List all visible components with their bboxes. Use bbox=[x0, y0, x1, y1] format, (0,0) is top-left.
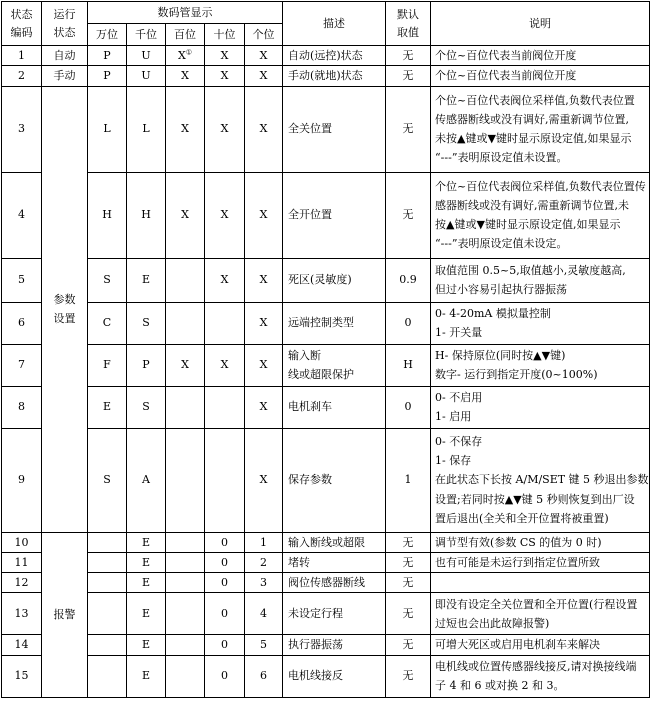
note-line: 即没有设定全关位置和全开位置(行程设置 bbox=[435, 597, 638, 611]
digit-bai-cell: X bbox=[166, 172, 205, 258]
default-value-cell: 0.9 bbox=[386, 258, 431, 302]
default-value-cell: 1 bbox=[386, 428, 431, 532]
digit-qian-cell: L bbox=[127, 86, 166, 172]
state-code-cell: 1 bbox=[2, 46, 42, 66]
description-cell bbox=[283, 593, 386, 635]
table-row bbox=[2, 46, 650, 66]
table-row bbox=[2, 428, 650, 532]
state-code-cell: 14 bbox=[2, 635, 42, 655]
footnote-mark: ① bbox=[185, 48, 193, 57]
state-code-cell: 5 bbox=[2, 258, 42, 302]
default-value-cell: 无 bbox=[386, 655, 431, 697]
description-line: 自动(远控)状态 bbox=[288, 49, 363, 62]
default-value-cell: 无 bbox=[386, 532, 431, 552]
header-state-code: 状态 编码 bbox=[2, 2, 42, 46]
digit-qian-cell: S bbox=[127, 386, 166, 428]
state-code-cell: 15 bbox=[2, 655, 42, 697]
digit-ge-cell: 3 bbox=[245, 573, 283, 593]
note-line: H- 保持原位(同时按▲▼键) bbox=[435, 348, 566, 362]
digit-qian-cell: U bbox=[127, 66, 166, 86]
table-row bbox=[2, 655, 650, 697]
state-code-cell: 6 bbox=[2, 302, 42, 344]
table-row bbox=[2, 66, 650, 86]
table-row bbox=[2, 552, 650, 572]
note-cell bbox=[431, 573, 650, 593]
digit-shi-cell: 0 bbox=[205, 573, 245, 593]
note-line: 个位~百位代表阀位采样值,负数代表位置 bbox=[435, 93, 635, 107]
digit-ge-cell: 6 bbox=[245, 655, 283, 697]
digit-bai-cell bbox=[166, 573, 205, 593]
digit-qian-cell: A bbox=[127, 428, 166, 532]
header-note: 说明 bbox=[431, 2, 650, 46]
description-line: 电机刹车 bbox=[288, 400, 333, 414]
digit-ge-cell: X bbox=[245, 46, 283, 66]
digit-bai-cell bbox=[166, 386, 205, 428]
digit-qian-cell: H bbox=[127, 172, 166, 258]
digit-bai-cell bbox=[166, 302, 205, 344]
digit-wan-cell: L bbox=[88, 86, 127, 172]
digit-shi-cell: 0 bbox=[205, 532, 245, 552]
digit-shi-cell: 0 bbox=[205, 655, 245, 697]
note-line: 过短也会出此故障报警) bbox=[435, 616, 550, 630]
table-row bbox=[2, 635, 650, 655]
table-row bbox=[2, 86, 650, 172]
digit-wan-cell: P bbox=[88, 66, 127, 86]
digit-wan-cell: F bbox=[88, 344, 127, 386]
digit-bai-cell bbox=[166, 428, 205, 532]
table-row bbox=[2, 258, 650, 302]
default-value-cell: 无 bbox=[386, 593, 431, 635]
digit-bai-cell bbox=[166, 258, 205, 302]
description-cell bbox=[283, 428, 386, 532]
header-default: 默认 取值 bbox=[386, 2, 431, 46]
digit-qian-cell: E bbox=[127, 552, 166, 572]
digit-ge-cell: X bbox=[245, 344, 283, 386]
note-line: 1- 启用 bbox=[435, 410, 472, 423]
digit-bai-cell bbox=[166, 532, 205, 552]
header-digit-shi: 十位 bbox=[205, 24, 245, 46]
state-code-cell: 3 bbox=[2, 86, 42, 172]
description-line: 执行器振荡 bbox=[288, 638, 344, 652]
note-cell bbox=[431, 46, 650, 66]
digit-shi-cell: 0 bbox=[205, 593, 245, 635]
digit-shi-cell: X bbox=[205, 86, 245, 172]
digit-qian-cell: P bbox=[127, 344, 166, 386]
note-cell bbox=[431, 635, 650, 655]
digit-shi-cell: 0 bbox=[205, 552, 245, 572]
note-line: 设置;若同时按▲▼键 5 秒则恢复到出厂设 bbox=[435, 492, 635, 506]
digit-wan-cell bbox=[88, 593, 127, 635]
note-cell bbox=[431, 172, 650, 258]
digit-shi-cell: X bbox=[205, 46, 245, 66]
note-cell bbox=[431, 302, 650, 344]
digit-qian-cell: S bbox=[127, 302, 166, 344]
digit-shi-cell: X bbox=[205, 344, 245, 386]
note-line: 子 4 和 6 或对换 2 和 3。 bbox=[435, 679, 565, 692]
note-line: 感器断线或没有调好,需重新调节位置,未 bbox=[435, 198, 630, 212]
digit-bai-cell bbox=[166, 655, 205, 697]
digit-qian-cell: E bbox=[127, 635, 166, 655]
description-cell bbox=[283, 655, 386, 697]
digit-ge-cell: 5 bbox=[245, 635, 283, 655]
note-cell bbox=[431, 552, 650, 572]
digit-bai-cell bbox=[166, 46, 205, 66]
description-cell bbox=[283, 386, 386, 428]
table-body bbox=[2, 46, 650, 698]
note-line: 按▲键或▼键时显示原设定值,如果显示 bbox=[435, 218, 621, 231]
state-code-cell: 9 bbox=[2, 428, 42, 532]
default-value-cell: 无 bbox=[386, 552, 431, 572]
digit-bai-cell bbox=[166, 593, 205, 635]
digit-ge-cell: 1 bbox=[245, 532, 283, 552]
description-cell bbox=[283, 46, 386, 66]
digit-ge-cell: X bbox=[245, 428, 283, 532]
note-cell bbox=[431, 258, 650, 302]
description-line: 输入断线或超限 bbox=[288, 535, 366, 549]
digit-ge-cell: X bbox=[245, 386, 283, 428]
description-cell bbox=[283, 344, 386, 386]
header-digit-ge: 个位 bbox=[245, 24, 283, 46]
state-code-cell: 7 bbox=[2, 344, 42, 386]
description-line: 手动(就地)状态 bbox=[288, 69, 363, 83]
description-line: 堵转 bbox=[288, 555, 311, 569]
digit-shi-cell: 0 bbox=[205, 635, 245, 655]
note-cell bbox=[431, 532, 650, 552]
digit-qian-cell: E bbox=[127, 532, 166, 552]
digit-bai-cell: X bbox=[166, 344, 205, 386]
description-line: 全开位置 bbox=[288, 208, 333, 222]
digit-bai-cell bbox=[166, 552, 205, 572]
description-cell bbox=[283, 573, 386, 593]
note-line: 未按▲键或▼键时显示原设定值,如果显示 bbox=[435, 132, 632, 145]
description-cell bbox=[283, 172, 386, 258]
note-line: 0- 4-20mA 模拟量控制 bbox=[435, 306, 551, 320]
digit-bai-cell bbox=[166, 635, 205, 655]
table-row bbox=[2, 386, 650, 428]
digit-qian-cell: E bbox=[127, 258, 166, 302]
note-line: 电机线或位置传感器线接反,请对换接线端 bbox=[435, 659, 637, 673]
digit-ge-cell: X bbox=[245, 86, 283, 172]
table-row bbox=[2, 593, 650, 635]
table-row bbox=[2, 172, 650, 258]
note-line: 置后退出(全关和全开位置将被重置) bbox=[435, 511, 609, 525]
default-value-cell: 无 bbox=[386, 46, 431, 66]
digit-shi-cell bbox=[205, 386, 245, 428]
default-value-cell: 无 bbox=[386, 66, 431, 86]
group-param-cell: 参数设置 bbox=[42, 86, 88, 532]
table-row bbox=[2, 302, 650, 344]
digit-ge-cell: X bbox=[245, 172, 283, 258]
digit-wan-cell: S bbox=[88, 258, 127, 302]
description-line: 未设定行程 bbox=[288, 607, 344, 621]
note-line: 调节型有效(参数 CS 的值为 0 时) bbox=[435, 535, 602, 549]
digit-bai-cell: X bbox=[166, 66, 205, 86]
note-line: 但过小容易引起执行器振荡 bbox=[435, 283, 568, 296]
parameter-table bbox=[1, 1, 650, 698]
digit-wan-cell: E bbox=[88, 386, 127, 428]
state-code-cell: 13 bbox=[2, 593, 42, 635]
digit-bai-cell: X bbox=[166, 86, 205, 172]
description-line: 线或超限保护 bbox=[288, 368, 355, 381]
note-line: 0- 不保存 bbox=[435, 434, 483, 448]
digit-qian-cell: E bbox=[127, 573, 166, 593]
default-value-cell: 无 bbox=[386, 172, 431, 258]
description-line: 死区(灵敏度) bbox=[288, 273, 352, 287]
description-cell bbox=[283, 552, 386, 572]
description-cell bbox=[283, 302, 386, 344]
table-row bbox=[2, 573, 650, 593]
digit-wan-cell: S bbox=[88, 428, 127, 532]
note-line: 数字- 运行到指定开度(0~100%) bbox=[435, 368, 598, 381]
note-line: 1- 开关量 bbox=[435, 326, 483, 339]
description-line: 全关位置 bbox=[288, 122, 333, 136]
digit-shi-cell bbox=[205, 428, 245, 532]
header-display-group: 数码管显示 bbox=[88, 2, 283, 24]
group-alarm-cell: 报警 bbox=[42, 532, 88, 697]
description-cell bbox=[283, 635, 386, 655]
description-cell bbox=[283, 532, 386, 552]
header-digit-bai: 百位 bbox=[166, 24, 205, 46]
note-line: 在此状态下长按 A/M/SET 键 5 秒退出参数 bbox=[435, 473, 649, 487]
digit-ge-cell: X bbox=[245, 302, 283, 344]
digit-wan-cell: H bbox=[88, 172, 127, 258]
table-row bbox=[2, 532, 650, 552]
digit-wan-cell bbox=[88, 573, 127, 593]
digit-wan-cell: P bbox=[88, 46, 127, 66]
header-digit-qian: 千位 bbox=[127, 24, 166, 46]
default-value-cell: 无 bbox=[386, 573, 431, 593]
note-line: 1- 保存 bbox=[435, 454, 472, 468]
run-state-cell: 自动 bbox=[42, 46, 88, 66]
digit-qian-cell: U bbox=[127, 46, 166, 66]
state-code-cell: 11 bbox=[2, 552, 42, 572]
note-cell bbox=[431, 344, 650, 386]
default-value-cell: 无 bbox=[386, 86, 431, 172]
note-line: 可增大死区或启用电机刹车来解决 bbox=[435, 638, 601, 652]
digit-wan-cell: C bbox=[88, 302, 127, 344]
description-line: 输入断 bbox=[288, 348, 322, 362]
state-code-cell: 12 bbox=[2, 573, 42, 593]
default-value-cell: 0 bbox=[386, 386, 431, 428]
digit-wan-cell bbox=[88, 655, 127, 697]
header-description: 描述 bbox=[283, 2, 386, 46]
description-cell bbox=[283, 86, 386, 172]
digit-wan-cell bbox=[88, 552, 127, 572]
state-code-cell: 2 bbox=[2, 66, 42, 86]
description-cell bbox=[283, 66, 386, 86]
default-value-cell: H bbox=[386, 344, 431, 386]
digit-shi-cell: X bbox=[205, 172, 245, 258]
note-line: “---”表明原设定值未设置。 bbox=[435, 151, 568, 165]
digit-shi-cell: X bbox=[205, 66, 245, 86]
digit-wan-cell bbox=[88, 532, 127, 552]
table-row bbox=[2, 344, 650, 386]
description-line: 保存参数 bbox=[288, 473, 333, 487]
digit-ge-cell: 4 bbox=[245, 593, 283, 635]
digit-ge-cell: 2 bbox=[245, 552, 283, 572]
note-line: 也有可能是未运行到指定位置所致 bbox=[435, 555, 601, 569]
note-line: 取值范围 0.5~5,取值越小,灵敏度越高, bbox=[435, 263, 626, 277]
digit-ge-cell: X bbox=[245, 258, 283, 302]
header-run-state: 运行 状态 bbox=[42, 2, 88, 46]
note-cell bbox=[431, 428, 650, 532]
digit-shi-cell: X bbox=[205, 258, 245, 302]
note-line: 传感器断线或没有调好,需重新调节位置, bbox=[435, 112, 630, 126]
digit-shi-cell bbox=[205, 302, 245, 344]
note-cell bbox=[431, 86, 650, 172]
note-line: “---”表明原设定值未设定。 bbox=[435, 237, 568, 251]
digit-qian-cell: E bbox=[127, 655, 166, 697]
header-digit-wan: 万位 bbox=[88, 24, 127, 46]
description-cell bbox=[283, 258, 386, 302]
digit-wan-cell bbox=[88, 635, 127, 655]
state-code-cell: 8 bbox=[2, 386, 42, 428]
digit-value: X bbox=[177, 49, 186, 62]
note-cell bbox=[431, 593, 650, 635]
note-cell bbox=[431, 386, 650, 428]
note-line: 0- 不启用 bbox=[435, 390, 483, 404]
state-code-cell: 10 bbox=[2, 532, 42, 552]
note-cell bbox=[431, 655, 650, 697]
description-line: 阀位传感器断线 bbox=[288, 576, 366, 589]
note-line: 个位~百位代表阀位采样值,负数代表位置传 bbox=[435, 179, 646, 193]
description-line: 远端控制类型 bbox=[288, 316, 355, 330]
note-line: 个位~百位代表当前阀位开度 bbox=[435, 49, 577, 62]
description-line: 电机线接反 bbox=[288, 669, 344, 683]
run-state-cell: 手动 bbox=[42, 66, 88, 86]
note-line: 个位~百位代表当前阀位开度 bbox=[435, 69, 577, 83]
default-value-cell: 0 bbox=[386, 302, 431, 344]
digit-ge-cell: X bbox=[245, 66, 283, 86]
digit-qian-cell: E bbox=[127, 593, 166, 635]
default-value-cell: 无 bbox=[386, 635, 431, 655]
note-cell bbox=[431, 66, 650, 86]
state-code-cell: 4 bbox=[2, 172, 42, 258]
